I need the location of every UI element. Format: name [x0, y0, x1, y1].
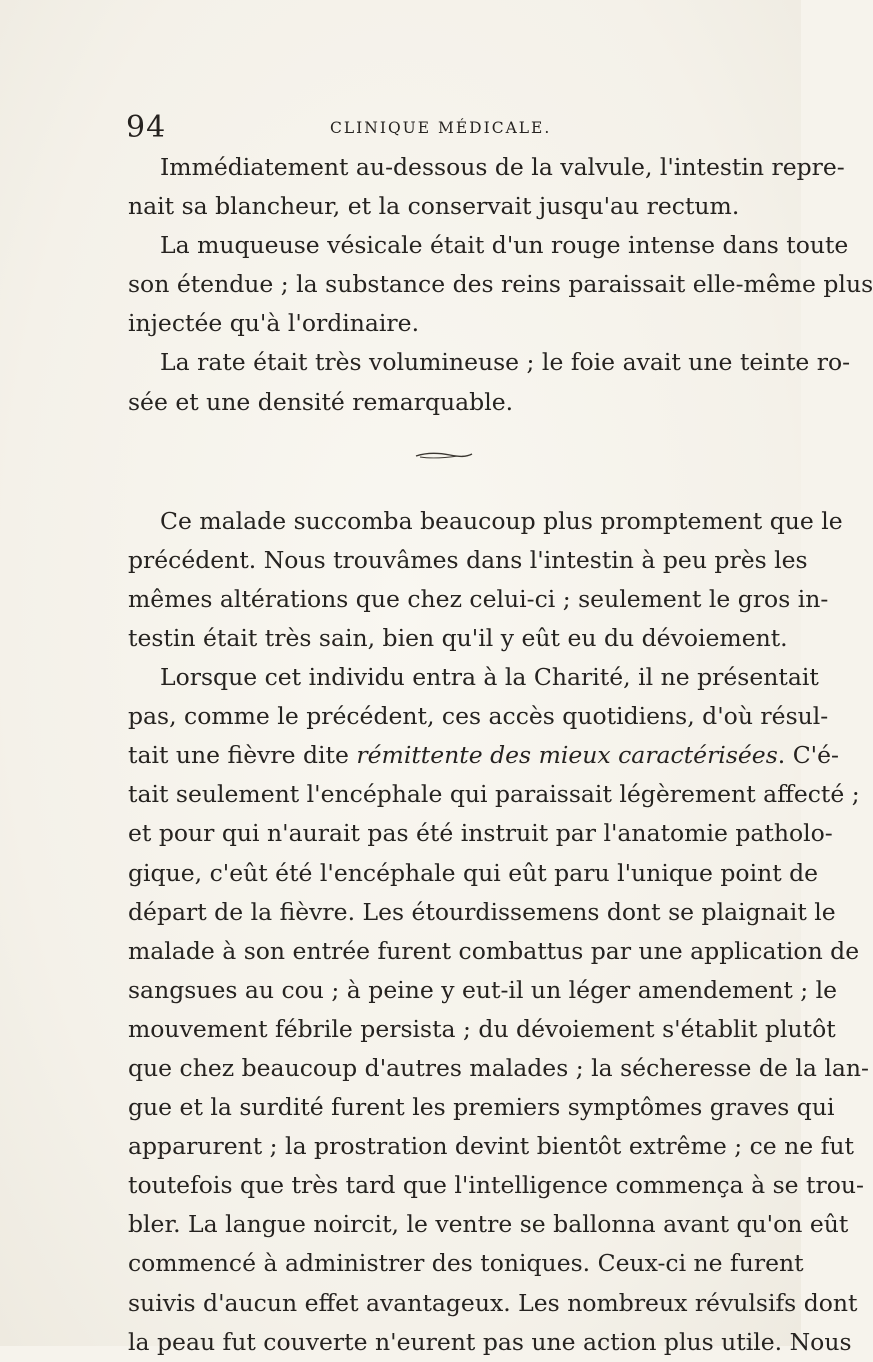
- running-title: CLINIQUE MÉDICALE.: [330, 119, 552, 137]
- text-line: La rate était très volumineuse ; le foie avait une teinte ro-: [160, 348, 851, 377]
- page-number: 94: [126, 110, 167, 145]
- text-line: [128, 736, 839, 775]
- paragraph: [128, 148, 845, 226]
- text-line: et pour qui n'aurait pas été instruit par l'anatomie patholo-: [128, 819, 833, 848]
- text-run: . C'é-: [777, 741, 839, 770]
- text-line: malade à son entrée furent combattus par une application de: [128, 936, 860, 965]
- section-divider: [128, 422, 697, 502]
- text-line: précédent. Nous trouvâmes dans l'intestin à peu près les: [128, 545, 808, 574]
- text-line: son étendue ; la substance des reins paraissait elle-même plus: [128, 270, 873, 299]
- text-line: tait seulement l'encéphale qui paraissait légèrement affecté ;: [128, 780, 860, 809]
- text-line: mouvement fébrile persista ; du dévoiement s'établit plutôt: [128, 1014, 836, 1043]
- text-line: que chez beaucoup d'autres malades ; la sécheresse de la lan-: [128, 1053, 869, 1082]
- text-line: injectée qu'à l'ordinaire.: [128, 309, 420, 338]
- text-run: tait une fièvre dite: [128, 741, 349, 770]
- flourish-icon: [414, 450, 474, 462]
- page-header: [126, 108, 686, 148]
- text-line: mêmes altérations que chez celui-ci ; seulement le gros in-: [128, 584, 829, 613]
- paragraph: [128, 343, 851, 421]
- text-line: gue et la surdité furent les premiers symptômes graves qui: [128, 1093, 835, 1122]
- text-line: pas, comme le précédent, ces accès quotidiens, d'où résul-: [128, 702, 829, 731]
- text-line: gique, c'eût été l'encéphale qui eût paru l'unique point de: [128, 858, 819, 887]
- paragraph: [128, 226, 873, 343]
- text-line: Ce malade succomba beaucoup plus promptement que le: [160, 506, 843, 535]
- text-line: La muqueuse vésicale était d'un rouge intense dans toute: [160, 231, 849, 260]
- italic-phrase: rémittente des mieux caractérisées: [356, 741, 778, 770]
- paragraph: [128, 658, 869, 1362]
- text-line: commencé à administrer des toniques. Ceux-ci ne furent: [128, 1249, 804, 1278]
- text-line: toutefois que très tard que l'intelligence commença à se trou-: [128, 1171, 864, 1200]
- text-line: départ de la fièvre. Les étourdissemens dont se plaignait le: [128, 897, 836, 926]
- body-text: [128, 148, 873, 1362]
- text-line: suivis d'aucun effet avantageux. Les nombreux révulsifs dont: [128, 1288, 858, 1317]
- text-line: bler. La langue noircit, le ventre se ballonna avant qu'on eût: [128, 1210, 849, 1239]
- text-line: nait sa blancheur, et la conservait jusqu'au rectum.: [128, 192, 740, 221]
- text-line: la peau fut couverte n'eurent pas une action plus utile. Nous: [128, 1327, 852, 1356]
- paragraph: [128, 502, 843, 658]
- text-line: Immédiatement au-dessous de la valvule, l'intestin repre-: [160, 153, 845, 181]
- text-line: Lorsque cet individu entra à la Charité, il ne présentait: [160, 663, 819, 692]
- text-line: sangsues au cou ; à peine y eut-il un léger amendement ; le: [128, 975, 838, 1004]
- text-line: testin était très sain, bien qu'il y eût eu du dévoiement.: [128, 623, 788, 652]
- text-line: sée et une densité remarquable.: [128, 387, 514, 416]
- text-line: apparurent ; la prostration devint bientôt extrême ; ce ne fut: [128, 1132, 854, 1161]
